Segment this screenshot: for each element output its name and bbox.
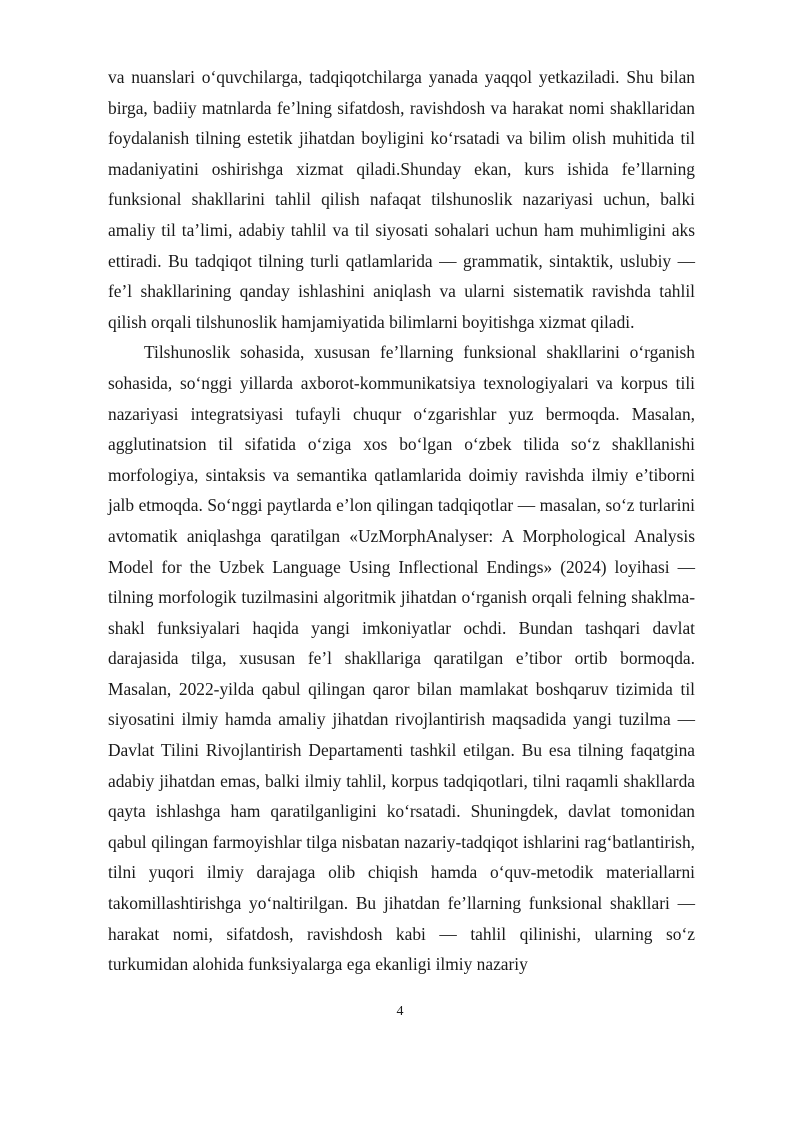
paragraph-linguistics-field: Tilshunoslik sohasida, xususan fe’llarning funksional shakllarini o‘rganish sohasida, so‘nggi yillarda axborot-kommunikatsiya texnologiyalari va korpus tili nazariyasi integratsiyasi tufayli chuqur o‘zgarishlar yuz bermoqda. Masalan, agglutinatsion til sifatida o‘ziga xos bo‘lgan o‘zbek tilida so‘z shakllanishi morfologiya, sintaksis va semantika qatlamlarida doimiy ravishda ilmiy e’tiborni jalb etmoqda. So‘nggi paytlarda e’lon qilingan tadqiqotlar — masalan, so‘z turlarini avtomatik aniqlashga qaratilgan «UzMorphAnalyser: A Morphological Analysis Model for the Uzbek Language Using Inflectional Endings» (2024) loyihasi — tilning morfologik tuzilmasini algoritmik jihatdan o‘rganish orqali felning shaklma-shakl funksiyalari haqida yangi imkoniyatlar ochdi. Bundan tashqari davlat darajasida tilga, xususan fe’l shakllariga qaratilgan e’tibor ortib bormoqda. Masalan, 2022-yilda qabul qilingan qaror bilan mamlakat boshqaruv tizimida til siyosatini ilmiy hamda amaliy jihatdan rivojlantirish maqsadida yangi tuzilma — Davlat Tilini Rivojlantirish Departamenti tashkil etilgan. Bu esa tilning faqatgina adabiy jihatdan emas, balki ilmiy tahlil, korpus tadqiqotlari, tilni raqamli shakllarda qayta ishlashga ham qaratilganligini ko‘rsatadi. Shuningdek, davlat tomonidan qabul qilingan farmoyishlar tilga nisbatan nazariy-tadqiqot ishlarini rag‘batlantirish, tilni yuqori ilmiy darajaga olib chiqish hamda o‘quv-metodik materiallarni takomillashtirishga yo‘naltirilgan. Bu jihatdan fe’llarning funksional shakllari — harakat nomi, sifatdosh, ravishdosh kabi — tahlil qilinishi, ularning so‘z turkumidan alohida funksiyalarga ega ekanligi ilmiy nazariy — [108, 342, 695, 975]
paragraph-continuation: va nuanslari o‘quvchilarga, tadqiqotchilarga yanada yaqqol yetkaziladi. Shu bilan birga, badiiy matnlarda fe’lning sifatdosh, ravishdosh va harakat nomi shakllaridan foydalanish tilning estetik jihatdan boyligini ko‘rsatadi va bilim olish muhitida til madaniyatini oshirishga xizmat qiladi.Shunday ekan, kurs ishida fe’llarning funksional shakllarini tahlil qilish nafaqat tilshunoslik nazariyasi uchun, balki amaliy til ta’limi, adabiy tahlil va til siyosati sohalari uchun ham muhimligini aks ettiradi. Bu tadqiqot tilning turli qatlamlarida — grammatik, sintaktik, uslubiy — fe’l shakllarining qanday ishlashini aniqlash va ularni sistematik ravishda tahlil qilish orqali tilshunoslik hamjamiyatida bilimlarni boyitishga xizmat qiladi. — [108, 67, 695, 332]
page-number: 4 — [396, 1004, 404, 1019]
body-text — [108, 62, 695, 980]
